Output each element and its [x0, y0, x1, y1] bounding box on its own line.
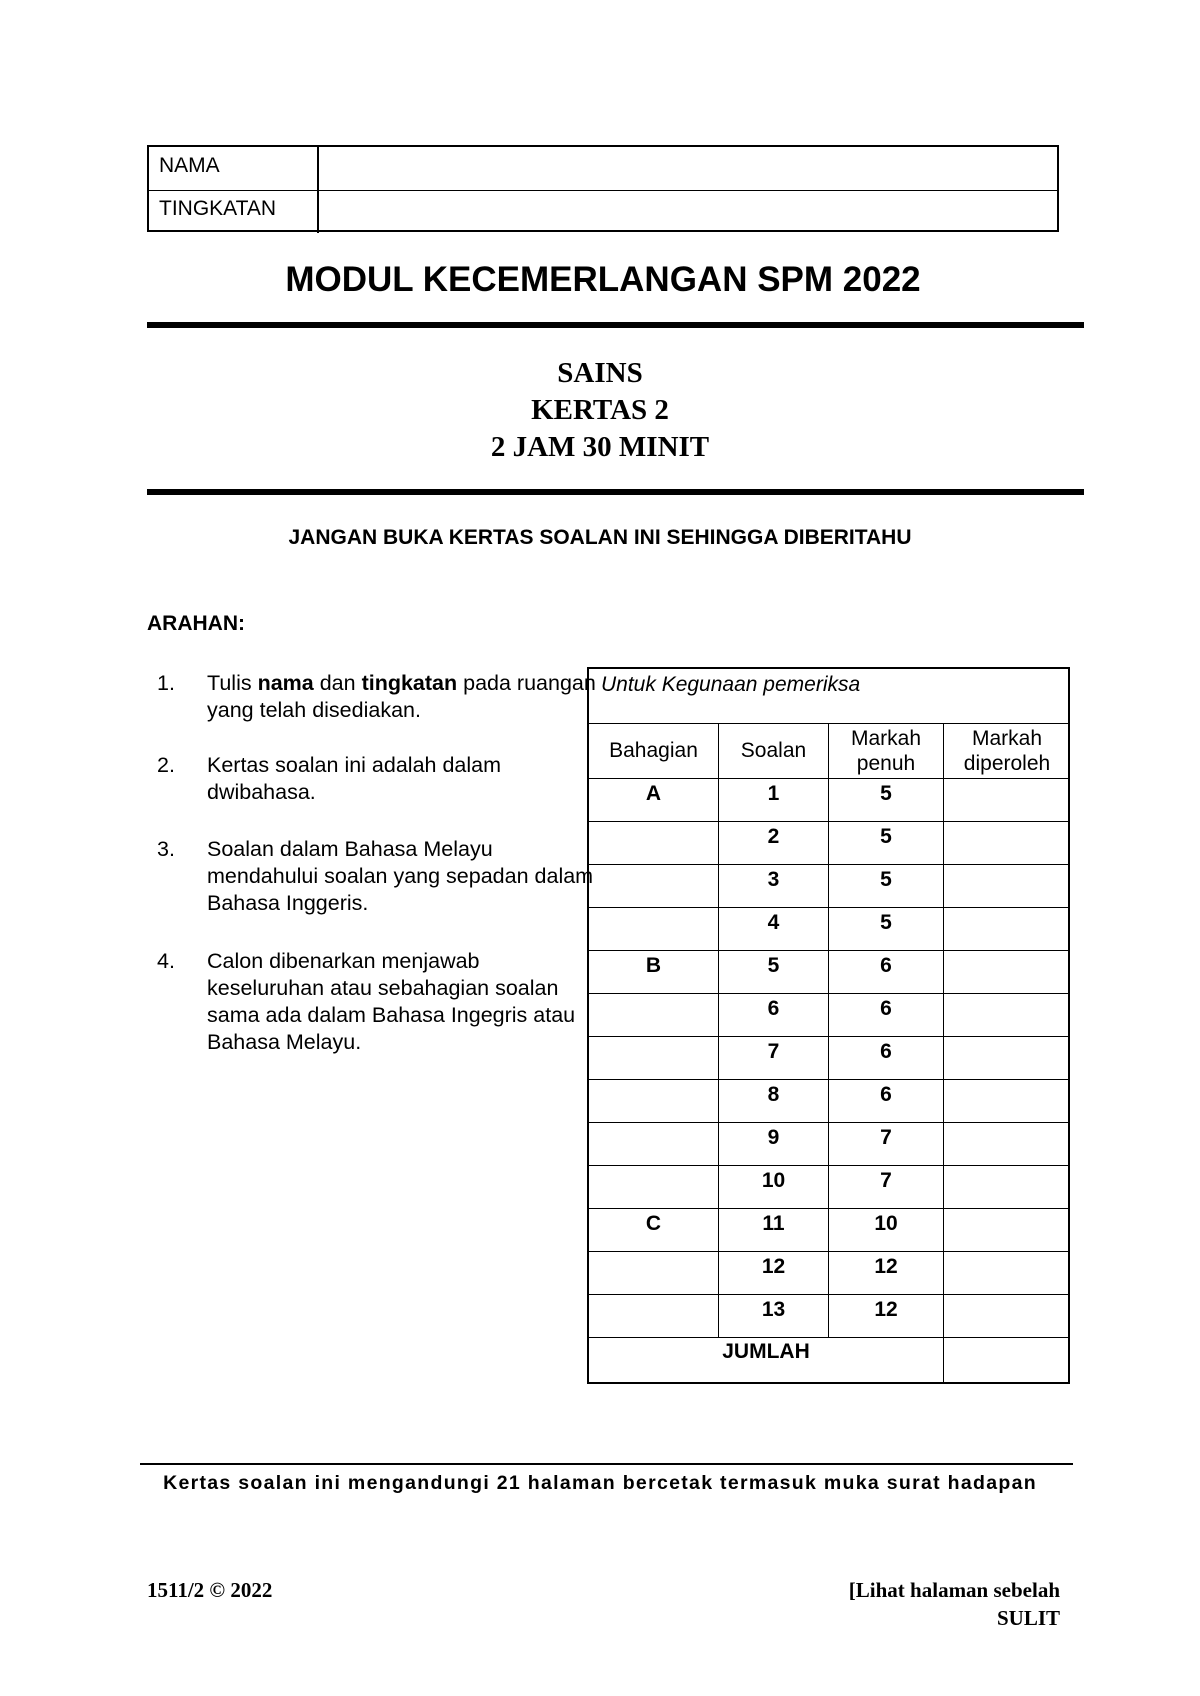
table-caption: Untuk Kegunaan pemeriksa — [589, 669, 1068, 724]
student-info-box — [147, 145, 1059, 232]
title-divider — [147, 322, 1084, 328]
instructions-heading: ARAHAN: — [147, 612, 245, 635]
full-marks-cell: 12 — [829, 1295, 944, 1337]
table-row — [589, 865, 1068, 908]
section-cell — [589, 1252, 719, 1294]
question-cell: 4 — [719, 908, 829, 950]
table-row — [589, 822, 1068, 865]
question-cell: 13 — [719, 1295, 829, 1337]
question-cell: 3 — [719, 865, 829, 907]
full-marks-cell: 10 — [829, 1209, 944, 1251]
next-page-note: [Lihat halaman sebelah — [848, 1578, 1060, 1602]
table-row — [589, 1209, 1068, 1252]
question-cell: 9 — [719, 1123, 829, 1165]
marks-obtained-cell[interactable] — [944, 1166, 1070, 1208]
marks-obtained-cell[interactable] — [944, 908, 1070, 950]
table-row — [589, 1252, 1068, 1295]
question-cell: 7 — [719, 1037, 829, 1079]
instruction-text: Soalan dalam Bahasa Melayu mendahului soalan yang sepadan dalam Bahasa Inggeris. — [207, 837, 594, 915]
full-marks-cell: 7 — [829, 1123, 944, 1165]
section-cell — [589, 865, 719, 907]
full-marks-cell: 5 — [829, 779, 944, 821]
marks-obtained-cell[interactable] — [944, 822, 1070, 864]
paper-number: KERTAS 2 — [531, 394, 669, 426]
instruction-number: 4. — [157, 949, 175, 973]
section-cell: C — [589, 1209, 719, 1251]
total-value[interactable] — [944, 1338, 1070, 1382]
form-row — [149, 190, 1057, 233]
header-marks-obtained: Markah diperoleh — [963, 727, 1051, 775]
full-marks-cell: 5 — [829, 865, 944, 907]
question-cell: 1 — [719, 779, 829, 821]
section-cell — [589, 822, 719, 864]
question-cell: 11 — [719, 1209, 829, 1251]
table-header-row — [589, 724, 1068, 779]
instruction-text: Calon dibenarkan menjawab keseluruhan atau sebahagian soalan sama ada dalam Bahasa Ingegris atau Bahasa Melayu. — [207, 949, 576, 1054]
question-cell: 8 — [719, 1080, 829, 1122]
marks-obtained-cell[interactable] — [944, 1123, 1070, 1165]
form-label: TINGKATAN — [149, 190, 319, 233]
total-label: JUMLAH — [589, 1338, 944, 1382]
section-cell — [589, 1295, 719, 1337]
page-count-note: Kertas soalan ini mengandungi 21 halaman bercetak termasuk muka surat hadapan — [163, 1472, 1037, 1494]
table-row — [589, 1080, 1068, 1123]
full-marks-cell: 5 — [829, 822, 944, 864]
section-cell: A — [589, 779, 719, 821]
marks-obtained-cell[interactable] — [944, 779, 1070, 821]
question-cell: 5 — [719, 951, 829, 993]
marks-obtained-cell[interactable] — [944, 994, 1070, 1036]
section-cell — [589, 1123, 719, 1165]
full-marks-cell: 12 — [829, 1252, 944, 1294]
page-title: MODUL KECEMERLANGAN SPM 2022 — [285, 260, 921, 299]
examiner-marks-table — [587, 667, 1070, 1384]
marks-obtained-cell[interactable] — [944, 1080, 1070, 1122]
question-cell: 10 — [719, 1166, 829, 1208]
table-row — [589, 994, 1068, 1037]
table-row — [589, 1123, 1068, 1166]
section-cell — [589, 1166, 719, 1208]
marks-obtained-cell[interactable] — [944, 1037, 1070, 1079]
full-marks-cell: 6 — [829, 994, 944, 1036]
total-row — [589, 1338, 1068, 1382]
marks-obtained-cell[interactable] — [944, 951, 1070, 993]
marks-obtained-cell[interactable] — [944, 1209, 1070, 1251]
question-cell: 12 — [719, 1252, 829, 1294]
subject-divider — [147, 489, 1084, 495]
full-marks-cell: 6 — [829, 951, 944, 993]
instruction-number: 1. — [157, 671, 175, 695]
instruction-number: 3. — [157, 837, 175, 861]
section-cell — [589, 908, 719, 950]
instruction-text: Kertas soalan ini adalah dalam dwibahasa. — [207, 753, 502, 804]
paper-code: 1511/2 © 2022 — [147, 1578, 273, 1602]
full-marks-cell: 6 — [829, 1037, 944, 1079]
table-row — [589, 908, 1068, 951]
table-row — [589, 951, 1068, 994]
section-cell: B — [589, 951, 719, 993]
header-question: Soalan — [719, 724, 829, 778]
header-section: Bahagian — [589, 724, 719, 778]
full-marks-cell: 5 — [829, 908, 944, 950]
warning-text: JANGAN BUKA KERTAS SOALAN INI SEHINGGA DIBERITAHU — [288, 526, 912, 549]
full-marks-cell: 7 — [829, 1166, 944, 1208]
footer-divider — [140, 1463, 1073, 1465]
table-row — [589, 1295, 1068, 1338]
instruction-text: Tulis nama dan tingkatan pada ruangan yang telah disediakan. — [207, 671, 596, 722]
header-full-marks: Markah penuh — [829, 724, 944, 778]
instruction-number: 2. — [157, 753, 175, 777]
table-row — [589, 1037, 1068, 1080]
name-row — [149, 147, 1057, 191]
section-cell — [589, 1080, 719, 1122]
table-row — [589, 1166, 1068, 1209]
section-cell — [589, 994, 719, 1036]
paper-duration: 2 JAM 30 MINIT — [490, 431, 710, 463]
classification-label: SULIT — [996, 1606, 1060, 1630]
question-cell: 6 — [719, 994, 829, 1036]
marks-obtained-cell[interactable] — [944, 1252, 1070, 1294]
table-row — [589, 779, 1068, 822]
subject-name: SAINS — [557, 357, 643, 389]
full-marks-cell: 6 — [829, 1080, 944, 1122]
name-label: NAMA — [149, 147, 319, 190]
marks-obtained-cell[interactable] — [944, 865, 1070, 907]
section-cell — [589, 1037, 719, 1079]
question-cell: 2 — [719, 822, 829, 864]
marks-obtained-cell[interactable] — [944, 1295, 1070, 1337]
